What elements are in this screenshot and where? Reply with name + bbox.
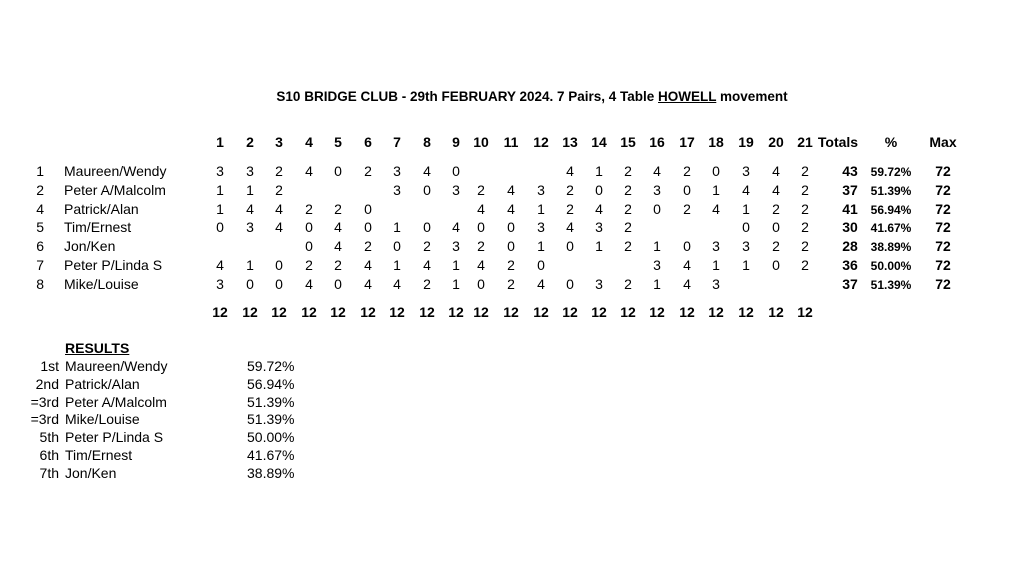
row-max: 72 (935, 275, 951, 292)
row-max: 72 (935, 181, 951, 198)
pair-number: 5 (36, 219, 44, 236)
score-cell: 0 (364, 200, 372, 217)
column-header: 3 (275, 134, 283, 150)
row-total: 30 (842, 219, 858, 236)
score-cell: 2 (507, 257, 515, 273)
score-cell: 4 (566, 219, 574, 236)
score-cell: 1 (742, 257, 750, 273)
column-total: 12 (360, 304, 376, 320)
score-cell: 2 (624, 163, 632, 179)
score-cell: 0 (275, 275, 283, 292)
row-total: 37 (842, 181, 858, 198)
row-total: 28 (842, 238, 858, 255)
score-cell: 1 (216, 181, 224, 198)
column-total: 12 (533, 304, 549, 320)
score-cell: 1 (653, 238, 661, 255)
row-max: 72 (935, 163, 951, 179)
column-header: 20 (768, 134, 784, 150)
score-cell: 0 (275, 257, 283, 273)
score-cell: 2 (507, 275, 515, 292)
row-pct: 56.94% (870, 202, 912, 217)
score-cell: 1 (246, 181, 254, 198)
score-cell: 4 (507, 200, 515, 217)
result-rank: 7th (39, 464, 59, 481)
score-cell: 3 (246, 219, 254, 236)
result-pct: 50.00% (247, 429, 295, 446)
row-max: 72 (935, 200, 951, 217)
score-cell: 1 (393, 257, 401, 273)
pair-name: Tim/Ernest (64, 219, 132, 236)
score-cell: 1 (712, 257, 720, 273)
result-pct: 51.39% (247, 411, 295, 428)
score-cell: 1 (216, 200, 224, 217)
score-cell: 2 (305, 257, 313, 273)
score-cell: 3 (216, 275, 224, 292)
result-rank: 5th (39, 429, 59, 446)
score-cell: 1 (712, 181, 720, 198)
score-cell: 3 (537, 219, 545, 236)
pair-name: Mike/Louise (64, 275, 139, 292)
column-total: 12 (503, 304, 519, 320)
score-cell: 2 (801, 257, 809, 273)
score-cell: 0 (305, 238, 313, 255)
score-cell: 3 (653, 181, 661, 198)
title-howell: HOWELL (658, 89, 717, 104)
score-cell: 1 (653, 275, 661, 292)
column-total: 12 (679, 304, 695, 320)
score-cell: 2 (801, 200, 809, 217)
score-cell: 4 (275, 219, 283, 236)
row-pct: 38.89% (870, 240, 912, 255)
score-cell: 0 (246, 275, 254, 292)
row-pct: 51.39% (870, 277, 912, 292)
score-cell: 0 (452, 163, 460, 179)
score-cell: 4 (305, 275, 313, 292)
score-cell: 2 (275, 181, 283, 198)
column-total: 12 (562, 304, 578, 320)
score-cell: 0 (537, 257, 545, 273)
result-rank: =3rd (30, 393, 59, 410)
column-header: 8 (423, 134, 431, 150)
score-cell: 2 (801, 238, 809, 255)
score-cell: 4 (712, 200, 720, 217)
score-cell: 4 (393, 275, 401, 292)
row-pct: 41.67% (870, 221, 912, 236)
column-total: 12 (649, 304, 665, 320)
result-name: Mike/Louise (65, 411, 140, 428)
score-cell: 2 (305, 200, 313, 217)
result-rank: 2nd (35, 375, 59, 392)
score-cell: 0 (653, 200, 661, 217)
column-total: 12 (448, 304, 464, 320)
pair-number: 6 (36, 238, 44, 255)
pair-name: Patrick/Alan (64, 200, 139, 217)
result-rank: =3rd (30, 411, 59, 428)
column-total: 12 (797, 304, 813, 320)
column-total: 12 (738, 304, 754, 320)
score-cell: 2 (624, 181, 632, 198)
column-header: 16 (649, 134, 665, 150)
score-cell: 4 (423, 163, 431, 179)
row-pct: 50.00% (870, 259, 912, 273)
score-cell: 0 (305, 219, 313, 236)
score-cell: 1 (246, 257, 254, 273)
score-cell: 2 (275, 163, 283, 179)
score-cell: 3 (452, 238, 460, 255)
column-header: 10 (473, 134, 489, 150)
row-max: 72 (935, 257, 951, 273)
pct-header: % (884, 134, 898, 150)
score-cell: 2 (624, 238, 632, 255)
score-cell: 2 (566, 200, 574, 217)
pair-number: 8 (36, 275, 44, 292)
result-pct: 41.67% (247, 447, 295, 463)
score-cell: 2 (801, 181, 809, 198)
score-cell: 4 (507, 181, 515, 198)
pair-number: 4 (36, 200, 44, 217)
score-cell: 1 (393, 219, 401, 236)
score-cell: 0 (477, 275, 485, 292)
pair-name: Jon/Ken (64, 238, 116, 255)
score-cell: 3 (742, 163, 750, 179)
score-cell: 1 (742, 200, 750, 217)
column-total: 12 (768, 304, 784, 320)
column-total: 12 (301, 304, 317, 320)
score-cell: 4 (683, 257, 691, 273)
score-cell: 0 (566, 238, 574, 255)
result-rank: 6th (39, 447, 59, 463)
pair-name: Maureen/Wendy (64, 163, 167, 179)
score-cell: 1 (537, 200, 545, 217)
result-pct: 56.94% (247, 375, 295, 392)
score-cell: 2 (334, 200, 342, 217)
score-cell: 0 (772, 257, 780, 273)
score-cell: 0 (423, 219, 431, 236)
score-cell: 0 (477, 219, 485, 236)
score-cell: 0 (507, 219, 515, 236)
score-cell: 2 (772, 200, 780, 217)
result-pct: 38.89% (247, 464, 295, 481)
score-cell: 1 (452, 275, 460, 292)
column-header: 12 (533, 134, 549, 150)
score-cell: 3 (653, 257, 661, 273)
score-cell: 0 (393, 238, 401, 255)
column-total: 12 (419, 304, 435, 320)
row-total: 41 (842, 200, 858, 217)
score-cell: 3 (393, 163, 401, 179)
pair-number: 7 (36, 257, 44, 273)
score-cell: 4 (452, 219, 460, 236)
score-cell: 0 (216, 219, 224, 236)
score-cell: 0 (772, 219, 780, 236)
column-header: 13 (562, 134, 578, 150)
pair-name: Peter P/Linda S (64, 257, 163, 273)
score-cell: 4 (364, 275, 372, 292)
score-cell: 4 (653, 163, 661, 179)
score-cell: 4 (305, 163, 313, 179)
row-max: 72 (935, 219, 951, 236)
score-cell: 4 (772, 181, 780, 198)
column-total: 12 (473, 304, 489, 320)
column-header: 9 (452, 134, 460, 150)
score-cell: 4 (537, 275, 545, 292)
score-cell: 0 (683, 181, 691, 198)
score-cell: 4 (772, 163, 780, 179)
column-total: 12 (271, 304, 287, 320)
score-cell: 3 (452, 181, 460, 198)
score-cell: 2 (423, 238, 431, 255)
score-cell: 2 (364, 238, 372, 255)
score-cell: 2 (683, 200, 691, 217)
column-header: 17 (679, 134, 695, 150)
score-cell: 3 (712, 238, 720, 255)
page-title (0, 89, 1024, 104)
score-cell: 1 (452, 257, 460, 273)
score-cell: 4 (334, 238, 342, 255)
row-pct: 59.72% (870, 165, 912, 179)
score-cell: 0 (595, 181, 603, 198)
column-header: 1 (216, 134, 224, 150)
row-total: 36 (842, 257, 858, 273)
pair-number: 2 (36, 181, 44, 198)
column-total: 12 (620, 304, 636, 320)
column-total: 12 (591, 304, 607, 320)
column-header: 18 (708, 134, 724, 150)
score-cell: 2 (683, 163, 691, 179)
column-header: 2 (246, 134, 254, 150)
title-text: S10 BRIDGE CLUB - 29th FEBRUARY 2024. 7 Pairs, 4 Table (276, 89, 659, 104)
score-cell: 4 (477, 257, 485, 273)
score-cell: 0 (364, 219, 372, 236)
column-header: 14 (591, 134, 607, 150)
score-cell: 2 (364, 163, 372, 179)
score-cell: 0 (742, 219, 750, 236)
column-total: 12 (242, 304, 258, 320)
score-cell: 4 (683, 275, 691, 292)
score-cell: 4 (364, 257, 372, 273)
column-header: 21 (797, 134, 813, 150)
score-cell: 2 (477, 238, 485, 255)
score-cell: 2 (566, 181, 574, 198)
score-cell: 2 (624, 200, 632, 217)
column-header: 19 (738, 134, 754, 150)
score-cell: 0 (423, 181, 431, 198)
column-total: 12 (330, 304, 346, 320)
score-cell: 4 (742, 181, 750, 198)
score-cell: 3 (216, 163, 224, 179)
score-cell: 0 (683, 238, 691, 255)
score-cell: 4 (477, 200, 485, 217)
row-pct: 51.39% (870, 183, 912, 198)
column-total: 12 (708, 304, 724, 320)
score-cell: 2 (772, 238, 780, 255)
column-header: 7 (393, 134, 401, 150)
score-cell: 4 (423, 257, 431, 273)
result-rank: 1st (40, 358, 59, 374)
score-cell: 2 (624, 275, 632, 292)
score-cell: 4 (275, 200, 283, 217)
score-cell: 4 (216, 257, 224, 273)
score-cell: 1 (595, 163, 603, 179)
score-cell: 1 (595, 238, 603, 255)
score-cell: 3 (712, 275, 720, 292)
column-total: 12 (212, 304, 228, 320)
pair-name: Peter A/Malcolm (64, 181, 166, 198)
max-header: Max (929, 134, 957, 150)
score-cell: 4 (595, 200, 603, 217)
column-header: 5 (334, 134, 342, 150)
score-cell: 4 (334, 219, 342, 236)
result-name: Patrick/Alan (65, 375, 140, 392)
score-cell: 3 (742, 238, 750, 255)
score-cell: 2 (423, 275, 431, 292)
score-cell: 4 (246, 200, 254, 217)
score-cell: 2 (477, 181, 485, 198)
result-name: Peter A/Malcolm (65, 393, 167, 410)
pair-number: 1 (36, 163, 44, 179)
column-total: 12 (389, 304, 405, 320)
result-name: Jon/Ken (65, 464, 117, 481)
result-name: Tim/Ernest (65, 447, 133, 463)
result-pct: 59.72% (247, 358, 295, 374)
score-cell: 3 (537, 181, 545, 198)
score-cell: 0 (566, 275, 574, 292)
score-cell: 3 (595, 219, 603, 236)
row-max: 72 (935, 238, 951, 255)
column-header: 11 (503, 134, 519, 150)
score-cell: 2 (624, 219, 632, 236)
result-name: Maureen/Wendy (65, 358, 168, 374)
score-cell: 2 (801, 163, 809, 179)
column-header: 4 (305, 134, 313, 150)
totals-header: Totals (817, 134, 859, 150)
score-cell: 0 (712, 163, 720, 179)
score-cell: 4 (566, 163, 574, 179)
score-cell: 3 (595, 275, 603, 292)
column-header: 15 (620, 134, 636, 150)
score-cell: 3 (393, 181, 401, 198)
result-pct: 51.39% (247, 393, 295, 410)
score-cell: 1 (537, 238, 545, 255)
score-cell: 0 (334, 275, 342, 292)
results-heading: RESULTS (65, 340, 130, 356)
score-cell: 3 (246, 163, 254, 179)
column-header: 6 (364, 134, 372, 150)
row-total: 37 (842, 275, 858, 292)
score-cell: 0 (334, 163, 342, 179)
score-cell: 2 (334, 257, 342, 273)
row-total: 43 (842, 163, 858, 179)
score-cell: 0 (507, 238, 515, 255)
title-suffix: movement (716, 89, 788, 104)
result-name: Peter P/Linda S (65, 429, 164, 446)
score-cell: 2 (801, 219, 809, 236)
